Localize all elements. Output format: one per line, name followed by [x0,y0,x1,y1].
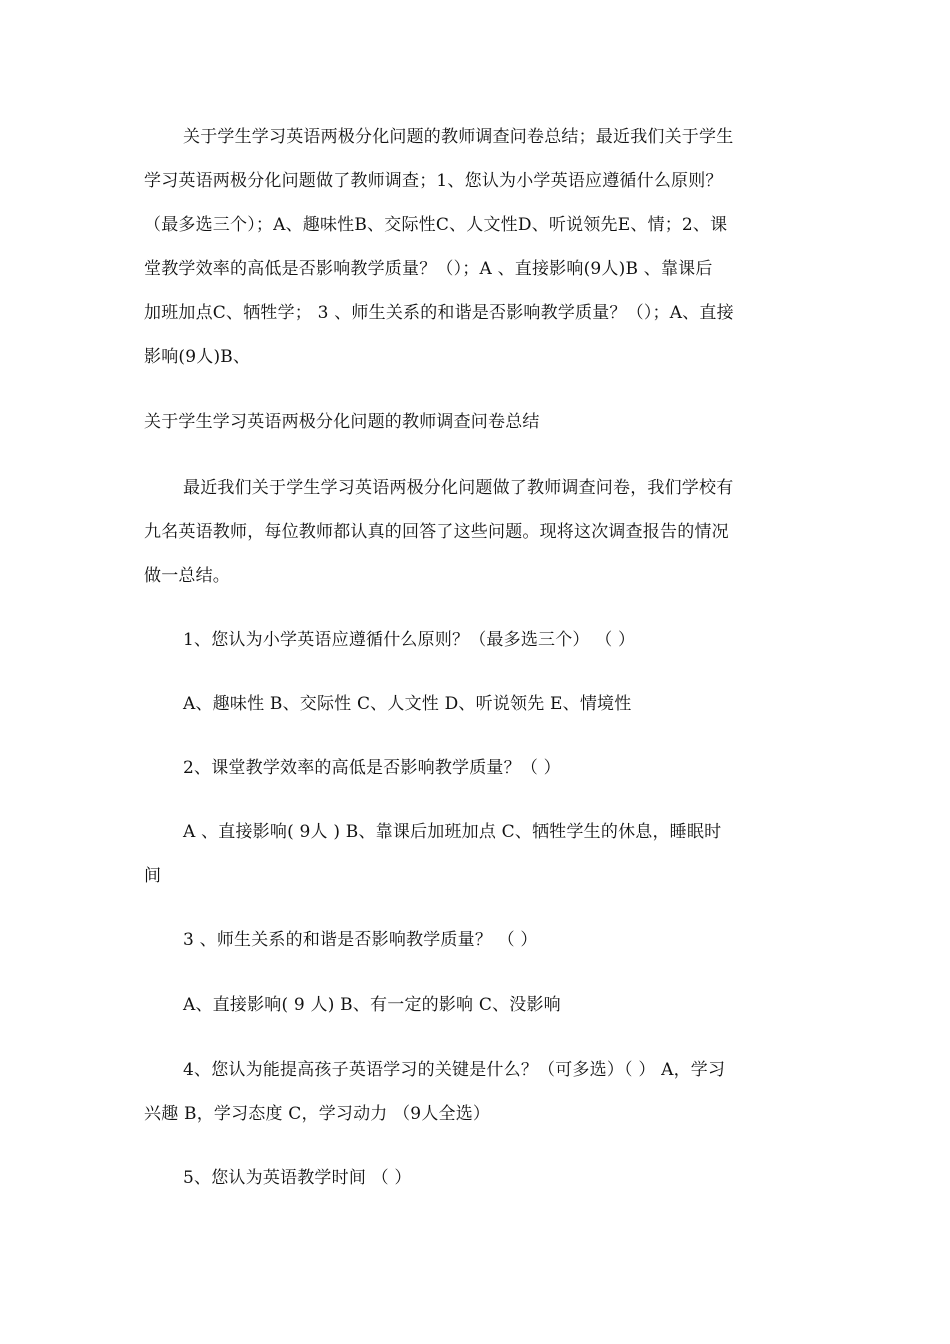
abstract-paragraph [144,115,804,379]
intro-line: 做一总结。 [144,566,230,586]
intro-line: 最近我们关于学生学习英语两极分化问题做了教师调查问卷，我们学校有 [183,478,734,498]
intro-line: 九名英语教师，每位教师都认真的回答了这些问题。现将这次调查报告的情况 [144,522,729,542]
question-3-options: A、直接影响( 9 人) B、有一定的影响 C、没影响 [183,995,561,1015]
abstract-line: 加班加点C、牺牲学； 3 、师生关系的和谐是否影响教学质量？（）；A、直接 [144,303,734,323]
abstract-line: 影响(9人)B、 [144,347,251,367]
intro-paragraph [144,466,804,598]
document-title: 关于学生学习英语两极分化问题的教师调查问卷总结 [144,412,540,432]
question-4-line: 4、您认为能提高孩子英语学习的关键是什么？（可多选）（ ） A，学习 [183,1060,726,1080]
question-3: 3 、师生关系的和谐是否影响教学质量？ （ ） [183,930,538,950]
question-2-options-line: 间 [144,866,162,886]
question-2: 2、课堂教学效率的高低是否影响教学质量？（ ） [183,758,561,778]
question-4 [144,1048,804,1136]
abstract-line: （最多选三个）；A、趣味性B、交际性C、人文性D、听说领先E、情；2、课 [144,215,728,235]
question-1-options: A、趣味性 B、交际性 C、人文性 D、听说领先 E、情境性 [183,694,632,714]
question-2-options-line: A 、直接影响( 9人 ) B、靠课后加班加点 C、牺牲学生的休息，睡眠时 [183,822,722,842]
abstract-line: 学习英语两极分化问题做了教师调查；1、您认为小学英语应遵循什么原则？ [144,171,723,191]
question-4-line: 兴趣 B，学习态度 C，学习动力 （9人全选） [144,1104,491,1124]
question-5: 5、您认为英语教学时间 （ ） [183,1168,412,1188]
abstract-line: 堂教学效率的高低是否影响教学质量？（）；A 、直接影响(9人)B 、靠课后 [144,259,713,279]
abstract-line: 关于学生学习英语两极分化问题的教师调查问卷总结；最近我们关于学生 [183,127,734,147]
question-2-options [144,810,804,898]
question-1: 1、您认为小学英语应遵循什么原则？（最多选三个） （ ） [183,630,636,650]
